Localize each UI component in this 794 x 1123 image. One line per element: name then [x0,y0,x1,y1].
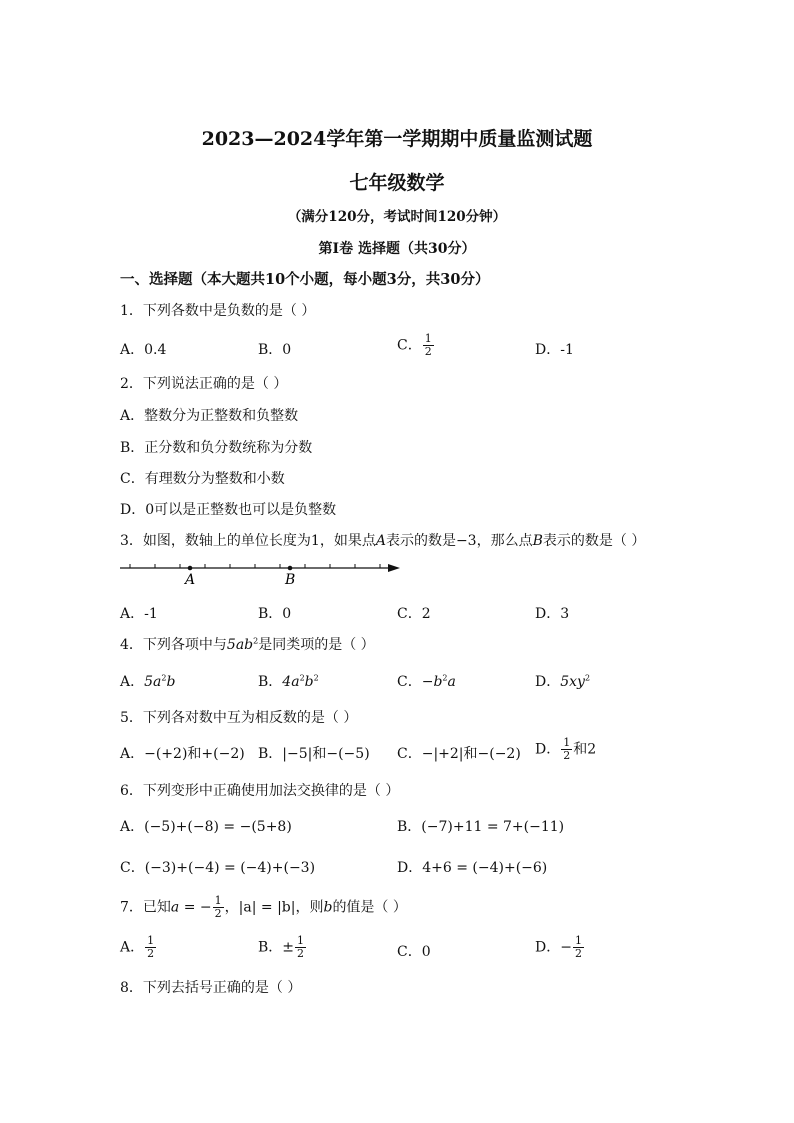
exam-title: 2023—2024学年第一学期期中质量监测试题 [201,128,593,150]
number-line-figure [118,558,408,588]
q8-stem: 8．下列去括号正确的是（ ） [120,980,302,996]
subject-title: 七年级数学 [349,172,445,194]
q2-option-c: C．有理数分为整数和小数 [120,471,285,487]
point-b-label: B [285,572,296,588]
part-title: 第I卷 选择题（共30分） [318,241,476,257]
q6-stem: 6．下列变形中正确使用加法交换律的是（ ） [120,783,400,799]
q5-option-d: D． $\frac{1}{2}$ 和2 [535,736,597,762]
q2-option-b: B．正分数和负分数统称为分数 [120,440,313,456]
q1-option-c: C． $\frac{1}{2}$ [397,332,432,358]
section-heading: 一、选择题（本大题共10个小题，每小题3分，共30分） [120,271,490,288]
q3-option-a: A．-1 [120,606,158,622]
q6-option-b: B．(−7)+11 = 7+(−11) [397,819,565,835]
q1-stem: 1．下列各数中是负数的是（ ） [120,303,316,319]
q3-option-d: D．3 [535,606,570,622]
q7-option-d: D．− $\frac{1}{2}$ [535,934,582,960]
q1-option-b: B．0 [258,342,292,358]
q7-stem: 7．已知a = − $\frac{1}{2}$ ，|a| = |b|，则b的值是（ ） [120,894,407,920]
q5-stem: 5．下列各对数中互为相反数的是（ ） [120,710,358,726]
axis-arrow [388,564,400,572]
fraction: $\frac{1}{2}$ [424,332,432,358]
q4-option-d: D．$5xy^2$ [535,673,591,690]
q3-option-c: C．2 [397,606,431,622]
q1-option-d: D．-1 [535,342,574,358]
q4-option-c: C．$-b^2a$ [397,673,456,690]
q1-option-a: A．0.4 [120,342,167,358]
point-b [288,566,293,571]
q7-option-c: C．0 [397,944,431,960]
q6-option-a: A．(−5)+(−8) = −(5+8) [120,819,292,835]
point-a-label: A [185,572,196,588]
exam-info: （满分120分，考试时间120分钟） [287,209,507,225]
q6-option-d: D．4+6 = (−4)+(−6) [397,860,548,876]
q2-option-a: A．整数分为正整数和负整数 [120,408,299,424]
q5-option-b: B．|−5|和−(−5) [258,746,370,762]
q7-option-a: A． $\frac{1}{2}$ [120,934,155,960]
q2-option-d: D．0可以是正整数也可以是负整数 [120,502,337,518]
fraction: $\frac{1}{2}$ [297,934,305,960]
q3-option-b: B．0 [258,606,292,622]
q4-option-a: A．$5a^2b$ [120,673,176,690]
q5-option-a: A．−(+2)和+(−2) [120,746,245,762]
q4-option-b: B．$4a^2b^2$ [258,673,319,690]
fraction: $\frac{1}{2}$ [563,736,571,762]
fraction: $\frac{1}{2}$ [214,894,222,920]
q2-stem: 2．下列说法正确的是（ ） [120,376,288,392]
q5-option-c: C．−|+2|和−(−2) [397,746,521,762]
q7-option-b: B．± $\frac{1}{2}$ [258,934,305,960]
q6-option-c: C．(−3)+(−4) = (−4)+(−3) [120,860,316,876]
fraction: $\frac{1}{2}$ [574,934,582,960]
q4-stem: 4．下列各项中与$5ab^2$是同类项的是（ ） [120,636,375,653]
fraction: $\frac{1}{2}$ [147,934,155,960]
q3-stem: 3．如图，数轴上的单位长度为1，如果点A表示的数是−3，那么点B表示的数是（ ） [120,533,646,549]
point-a [188,566,193,571]
